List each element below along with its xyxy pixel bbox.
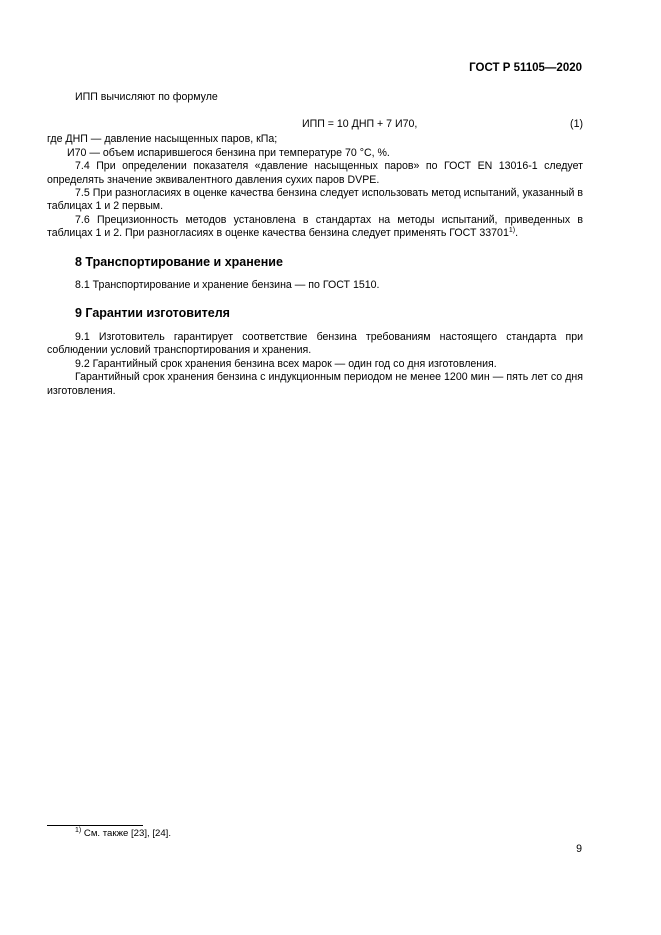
section-9-heading: 9 Гарантии изготовителя (75, 306, 230, 321)
paragraph-9-2: 9.2 Гарантийный срок хранения бензина всех марок — один год со дня изготовления. (75, 357, 497, 370)
footnote-separator (47, 825, 143, 826)
where-clause-1: где ДНП — давление насыщенных паров, кПа; (47, 133, 278, 146)
document-id-header: ГОСТ Р 51105—2020 (469, 62, 582, 74)
formula-intro: ИПП вычисляют по формуле (75, 91, 218, 103)
paragraph-7-6 (47, 214, 583, 241)
footnote (75, 828, 171, 839)
formula: ИПП = 10 ДНП + 7 И70, (302, 118, 418, 131)
footnote-text: См. также [23], [24]. (83, 828, 171, 839)
paragraph-7-5: 7.5 При разногласиях в оценке качества бензина следует использовать метод испытаний, указанный в таблицах 1 и 2 первым. (47, 187, 583, 213)
where-clause-2: И70 — объем испарившегося бензина при температуре 70 °С, %. (67, 146, 390, 159)
footnote-mark: 1) (75, 827, 82, 834)
paragraph-8-1: 8.1 Транспортирование и хранение бензина — по ГОСТ 1510. (75, 279, 380, 292)
section-8-heading: 8 Транспортирование и хранение (75, 254, 283, 269)
paragraph-9-3: Гарантийный срок хранения бензина с индукционным периодом не менее 1200 мин — пять лет со дня изготовления. (47, 371, 583, 397)
paragraph-7-4: 7.4 При определении показателя «давление насыщенных паров» по ГОСТ EN 13016-1 следует определять значение эквивалентного давления сухих паров DVPE. (47, 160, 583, 186)
paragraph-9-1: 9.1 Изготовитель гарантирует соответствие бензина требованиям настоящего стандарта при соблюдении условий транспортирования и хранения. (47, 330, 583, 357)
formula-number: (1) (570, 118, 583, 131)
page-number: 9 (576, 843, 582, 855)
paragraph-7-6-text: 7.6 Прецизионность методов установлена в стандартах на методы испытаний, приведенных в таблицах 1 и 2. При разногласиях в оценке качества бензина следует применять ГОСТ 33701 (47, 213, 583, 240)
main-content (47, 91, 583, 398)
formula-line (47, 118, 583, 132)
paragraph-7-6-end: . (515, 227, 519, 240)
footnote-reference: 1) (508, 227, 516, 235)
